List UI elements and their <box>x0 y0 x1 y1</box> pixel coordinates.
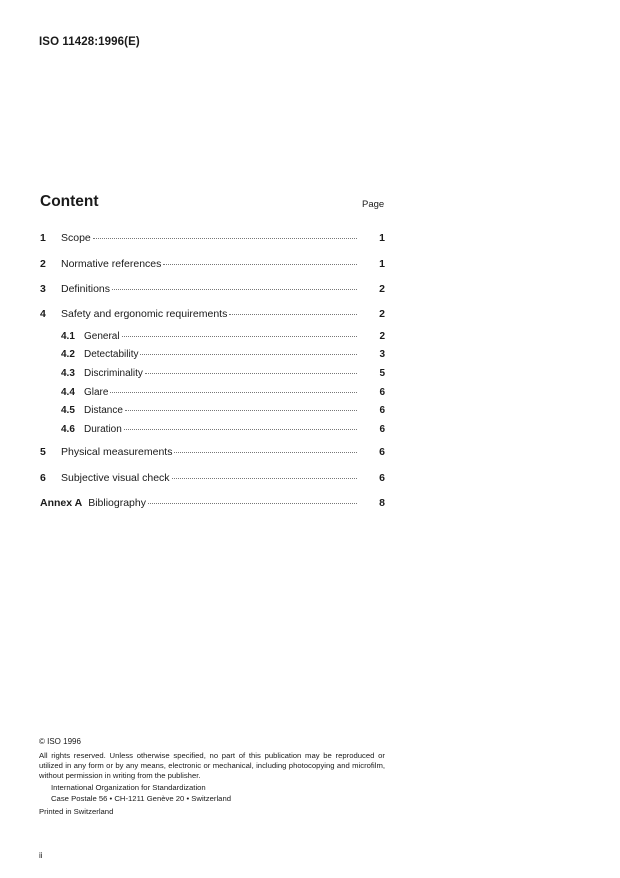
toc-entry-number: 4 <box>40 308 46 320</box>
toc-entry-title: Scope <box>61 232 91 244</box>
toc-entry-number: 4.1 <box>61 331 75 342</box>
printed-note: Printed in Switzerland <box>39 807 114 816</box>
toc-leader <box>112 289 357 290</box>
toc-entry-page: 6 <box>379 472 385 484</box>
toc-entry-title: Subjective visual check <box>61 472 170 484</box>
toc-entry-title: General <box>84 331 120 342</box>
toc-leader <box>163 264 357 265</box>
toc-entry-title: Duration <box>84 424 122 435</box>
toc-entry-page: 6 <box>379 387 385 398</box>
toc-entry-page: 2 <box>379 308 385 320</box>
page-number: ii <box>39 851 43 860</box>
organization-address: Case Postale 56 • CH-1211 Genève 20 • Switzerland <box>51 794 232 803</box>
copyright-line: © ISO 1996 <box>39 737 81 746</box>
page-column-label: Page <box>362 199 385 210</box>
toc-leader <box>124 429 357 430</box>
toc-leader <box>148 503 357 504</box>
toc-title: Content <box>40 193 99 210</box>
toc-subentry <box>61 368 385 382</box>
document-id: ISO 11428:1996(E) <box>39 36 140 48</box>
toc-subentry <box>61 405 385 419</box>
toc-leader <box>125 410 357 411</box>
toc-leader <box>174 452 357 453</box>
toc-leader <box>110 392 357 393</box>
toc-entry-page: 3 <box>379 349 385 360</box>
toc-leader <box>172 478 357 479</box>
toc-entry-annex <box>40 497 385 511</box>
toc-entry <box>40 446 385 460</box>
organization-name: International Organization for Standardization <box>51 783 206 792</box>
toc-entry-title: Normative references <box>61 258 162 270</box>
toc-entry-title: Distance <box>84 405 123 416</box>
toc-entry-title: Detectability <box>84 349 139 360</box>
toc-entry-title: Safety and ergonomic requirements <box>61 308 228 320</box>
toc-entry-number: 5 <box>40 446 46 458</box>
toc-entry-number: Annex A <box>40 497 83 509</box>
toc-entry <box>40 258 385 272</box>
toc-subentry <box>61 349 385 363</box>
rights-statement: All rights reserved. Unless otherwise specified, no part of this publication may be reproduced or utilized in any form or by any means, electronic or mechanical, including photocopying and microfilm, without permission in writing from the publisher. <box>39 751 385 781</box>
toc-entry-title: Definitions <box>61 283 111 295</box>
toc-entry-number: 4.5 <box>61 405 75 416</box>
toc-entry-number: 6 <box>40 472 46 484</box>
toc-entry-number: 1 <box>40 232 46 244</box>
toc-entry-page: 1 <box>379 232 385 244</box>
toc-entry <box>40 232 385 246</box>
toc-leader <box>93 238 357 239</box>
toc-entry-page: 8 <box>379 497 385 509</box>
toc-leader <box>140 354 357 355</box>
toc-subentry <box>61 424 385 438</box>
toc-subentry <box>61 387 385 401</box>
toc-entry-number: 4.6 <box>61 424 75 435</box>
toc-entry-title: Glare <box>84 387 109 398</box>
toc-entry-page: 6 <box>379 405 385 416</box>
toc-entry <box>40 308 385 322</box>
toc-entry-number: 3 <box>40 283 46 295</box>
toc-entry-number: 2 <box>40 258 46 270</box>
toc-entry-page: 6 <box>379 446 385 458</box>
toc-entry-page: 5 <box>379 368 385 379</box>
toc-leader <box>122 336 357 337</box>
toc-entry-page: 1 <box>379 258 385 270</box>
toc-entry-page: 2 <box>379 283 385 295</box>
toc-entry-title: Bibliography <box>88 497 146 509</box>
toc-entry-number: 4.2 <box>61 349 75 360</box>
toc-entry <box>40 283 385 297</box>
toc-entry-title: Physical measurements <box>61 446 173 458</box>
toc-entry-page: 2 <box>379 331 385 342</box>
toc-entry-page: 6 <box>379 424 385 435</box>
toc-leader <box>145 373 357 374</box>
toc-entry-title: Discriminality <box>84 368 143 379</box>
toc-entry <box>40 472 385 486</box>
toc-entry-number: 4.3 <box>61 368 75 379</box>
toc-entry-number: 4.4 <box>61 387 75 398</box>
toc-subentry <box>61 331 385 345</box>
toc-leader <box>229 314 357 315</box>
